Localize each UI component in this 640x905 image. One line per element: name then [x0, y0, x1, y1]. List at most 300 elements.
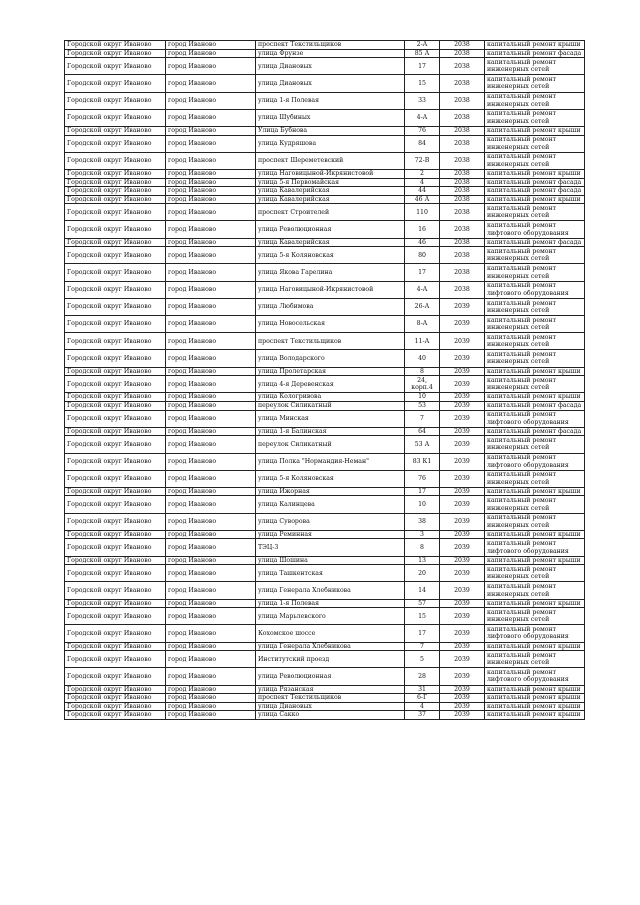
work-type-cell: капитальный ремонт крыши: [485, 126, 585, 135]
okrug-cell: Городской округ Иваново: [65, 539, 166, 556]
table-row: [65, 238, 585, 247]
table-row: [65, 109, 585, 126]
year-cell: 2039: [440, 453, 485, 470]
city-cell: город Иваново: [166, 436, 256, 453]
work-type-cell: капитальный ремонт инженерных сетей: [485, 565, 585, 582]
street-cell: улица Ижорная: [256, 487, 405, 496]
city-cell: город Иваново: [166, 376, 256, 393]
city-cell: город Иваново: [166, 75, 256, 92]
okrug-cell: Городской округ Иваново: [65, 401, 166, 410]
city-cell: город Иваново: [166, 487, 256, 496]
work-type-cell: капитальный ремонт инженерных сетей: [485, 316, 585, 333]
house-number-cell: 7: [405, 642, 440, 651]
city-cell: город Иваново: [166, 496, 256, 513]
work-type-cell: капитальный ремонт фасада: [485, 49, 585, 58]
year-cell: 2039: [440, 496, 485, 513]
okrug-cell: Городской округ Иваново: [65, 238, 166, 247]
city-cell: город Иваново: [166, 264, 256, 281]
city-cell: город Иваново: [166, 135, 256, 152]
work-type-cell: капитальный ремонт крыши: [485, 711, 585, 720]
table-row: [65, 608, 585, 625]
house-number-cell: 17: [405, 487, 440, 496]
year-cell: 2039: [440, 608, 485, 625]
street-cell: улица Якова Гарелина: [256, 264, 405, 281]
work-type-cell: капитальный ремонт крыши: [485, 530, 585, 539]
year-cell: 2039: [440, 565, 485, 582]
work-type-cell: капитальный ремонт инженерных сетей: [485, 376, 585, 393]
street-cell: улица 1-я Полевая: [256, 599, 405, 608]
okrug-cell: Городской округ Иваново: [65, 92, 166, 109]
work-type-cell: капитальный ремонт лифтового оборудования: [485, 221, 585, 238]
work-type-cell: капитальный ремонт крыши: [485, 367, 585, 376]
house-number-cell: 76: [405, 126, 440, 135]
okrug-cell: Городской округ Иваново: [65, 41, 166, 50]
year-cell: 2039: [440, 599, 485, 608]
table-row: [65, 453, 585, 470]
okrug-cell: Городской округ Иваново: [65, 651, 166, 668]
city-cell: город Иваново: [166, 333, 256, 350]
city-cell: город Иваново: [166, 281, 256, 298]
table-row: [65, 401, 585, 410]
okrug-cell: Городской округ Иваново: [65, 178, 166, 187]
okrug-cell: Городской округ Иваново: [65, 204, 166, 221]
work-type-cell: капитальный ремонт крыши: [485, 41, 585, 50]
street-cell: улица Кавалерийская: [256, 187, 405, 196]
table-row: [65, 470, 585, 487]
okrug-cell: Городской округ Иваново: [65, 75, 166, 92]
table-row: [65, 651, 585, 668]
okrug-cell: Городской округ Иваново: [65, 427, 166, 436]
house-number-cell: 14: [405, 582, 440, 599]
street-cell: проспект Строителей: [256, 204, 405, 221]
year-cell: 2038: [440, 221, 485, 238]
okrug-cell: Городской округ Иваново: [65, 453, 166, 470]
table-row: [65, 496, 585, 513]
work-type-cell: капитальный ремонт крыши: [485, 169, 585, 178]
table-row: [65, 316, 585, 333]
table-row: [65, 221, 585, 238]
table-row: [65, 711, 585, 720]
work-type-cell: капитальный ремонт крыши: [485, 702, 585, 711]
work-type-cell: капитальный ремонт фасада: [485, 238, 585, 247]
house-number-cell: 3: [405, 530, 440, 539]
city-cell: город Иваново: [166, 702, 256, 711]
work-type-cell: капитальный ремонт крыши: [485, 642, 585, 651]
house-number-cell: 20: [405, 565, 440, 582]
table-row: [65, 333, 585, 350]
year-cell: 2039: [440, 702, 485, 711]
table-row: [65, 530, 585, 539]
year-cell: 2038: [440, 49, 485, 58]
okrug-cell: Городской округ Иваново: [65, 582, 166, 599]
city-cell: город Иваново: [166, 427, 256, 436]
street-cell: улица Минская: [256, 410, 405, 427]
okrug-cell: Городской округ Иваново: [65, 513, 166, 530]
okrug-cell: Городской округ Иваново: [65, 702, 166, 711]
table-row: [65, 298, 585, 315]
city-cell: город Иваново: [166, 651, 256, 668]
work-type-cell: капитальный ремонт инженерных сетей: [485, 470, 585, 487]
city-cell: город Иваново: [166, 92, 256, 109]
street-cell: улица Кавалерийская: [256, 238, 405, 247]
work-type-cell: капитальный ремонт лифтового оборудования: [485, 453, 585, 470]
okrug-cell: Городской округ Иваново: [65, 565, 166, 582]
year-cell: 2039: [440, 376, 485, 393]
house-number-cell: 15: [405, 75, 440, 92]
city-cell: город Иваново: [166, 169, 256, 178]
street-cell: улица Генерала Хлебникова: [256, 582, 405, 599]
work-type-cell: капитальный ремонт лифтового оборудования: [485, 281, 585, 298]
table-row: [65, 702, 585, 711]
table-row: [65, 410, 585, 427]
year-cell: 2039: [440, 436, 485, 453]
house-number-cell: 2: [405, 169, 440, 178]
house-number-cell: 8: [405, 367, 440, 376]
year-cell: 2038: [440, 204, 485, 221]
year-cell: 2039: [440, 487, 485, 496]
year-cell: 2039: [440, 470, 485, 487]
year-cell: 2038: [440, 264, 485, 281]
city-cell: город Иваново: [166, 187, 256, 196]
okrug-cell: Городской округ Иваново: [65, 350, 166, 367]
okrug-cell: Городской округ Иваново: [65, 410, 166, 427]
city-cell: город Иваново: [166, 668, 256, 685]
table-row: [65, 169, 585, 178]
year-cell: 2038: [440, 238, 485, 247]
city-cell: город Иваново: [166, 195, 256, 204]
work-type-cell: капитальный ремонт крыши: [485, 393, 585, 402]
year-cell: 2039: [440, 539, 485, 556]
table-row: [65, 393, 585, 402]
house-number-cell: 5: [405, 651, 440, 668]
okrug-cell: Городской округ Иваново: [65, 281, 166, 298]
work-type-cell: капитальный ремонт инженерных сетей: [485, 333, 585, 350]
table-row: [65, 247, 585, 264]
work-type-cell: капитальный ремонт инженерных сетей: [485, 496, 585, 513]
street-cell: улица Фрунзе: [256, 49, 405, 58]
work-type-cell: капитальный ремонт крыши: [485, 599, 585, 608]
house-number-cell: 44: [405, 187, 440, 196]
street-cell: улица Наговицыной-Икрянистовой: [256, 281, 405, 298]
table-body: [65, 41, 585, 720]
okrug-cell: Городской округ Иваново: [65, 49, 166, 58]
house-number-cell: 38: [405, 513, 440, 530]
city-cell: город Иваново: [166, 608, 256, 625]
year-cell: 2038: [440, 75, 485, 92]
city-cell: город Иваново: [166, 694, 256, 703]
year-cell: 2039: [440, 410, 485, 427]
city-cell: город Иваново: [166, 556, 256, 565]
house-number-cell: 31: [405, 685, 440, 694]
year-cell: 2039: [440, 513, 485, 530]
year-cell: 2039: [440, 367, 485, 376]
street-cell: улица Ташкентская: [256, 565, 405, 582]
street-cell: Кохомское шоссе: [256, 625, 405, 642]
work-type-cell: капитальный ремонт инженерных сетей: [485, 608, 585, 625]
street-cell: улица Диановых: [256, 58, 405, 75]
year-cell: 2038: [440, 126, 485, 135]
house-number-cell: 11-А: [405, 333, 440, 350]
street-cell: проспект Текстильщиков: [256, 694, 405, 703]
okrug-cell: Городской округ Иваново: [65, 608, 166, 625]
table-row: [65, 135, 585, 152]
table-row: [65, 204, 585, 221]
table-row: [65, 350, 585, 367]
street-cell: ТЭЦ-3: [256, 539, 405, 556]
table-row: [65, 92, 585, 109]
table-row: [65, 487, 585, 496]
work-type-cell: капитальный ремонт инженерных сетей: [485, 58, 585, 75]
year-cell: 2039: [440, 694, 485, 703]
table-row: [65, 281, 585, 298]
city-cell: город Иваново: [166, 642, 256, 651]
work-type-cell: капитальный ремонт инженерных сетей: [485, 92, 585, 109]
house-number-cell: 17: [405, 625, 440, 642]
table-row: [65, 126, 585, 135]
year-cell: 2039: [440, 350, 485, 367]
okrug-cell: Городской округ Иваново: [65, 135, 166, 152]
year-cell: 2038: [440, 41, 485, 50]
street-cell: улица Володарского: [256, 350, 405, 367]
city-cell: город Иваново: [166, 126, 256, 135]
city-cell: город Иваново: [166, 238, 256, 247]
year-cell: 2038: [440, 195, 485, 204]
street-cell: Улица Бубнова: [256, 126, 405, 135]
city-cell: город Иваново: [166, 513, 256, 530]
city-cell: город Иваново: [166, 350, 256, 367]
street-cell: улица Рязанская: [256, 685, 405, 694]
city-cell: город Иваново: [166, 711, 256, 720]
city-cell: город Иваново: [166, 539, 256, 556]
city-cell: город Иваново: [166, 393, 256, 402]
year-cell: 2039: [440, 316, 485, 333]
house-number-cell: 17: [405, 264, 440, 281]
house-number-cell: 17: [405, 58, 440, 75]
year-cell: 2039: [440, 582, 485, 599]
okrug-cell: Городской округ Иваново: [65, 247, 166, 264]
work-type-cell: капитальный ремонт инженерных сетей: [485, 651, 585, 668]
table-row: [65, 599, 585, 608]
year-cell: 2039: [440, 668, 485, 685]
house-number-cell: 10: [405, 393, 440, 402]
year-cell: 2039: [440, 685, 485, 694]
city-cell: город Иваново: [166, 298, 256, 315]
house-number-cell: 8: [405, 539, 440, 556]
work-type-cell: капитальный ремонт инженерных сетей: [485, 135, 585, 152]
work-type-cell: капитальный ремонт инженерных сетей: [485, 247, 585, 264]
work-type-cell: капитальный ремонт инженерных сетей: [485, 582, 585, 599]
year-cell: 2039: [440, 625, 485, 642]
work-type-cell: капитальный ремонт фасада: [485, 427, 585, 436]
street-cell: улица Реминная: [256, 530, 405, 539]
house-number-cell: 4: [405, 702, 440, 711]
city-cell: город Иваново: [166, 685, 256, 694]
street-cell: улица Генерала Хлебникова: [256, 642, 405, 651]
work-type-cell: капитальный ремонт фасада: [485, 178, 585, 187]
house-number-cell: 28: [405, 668, 440, 685]
house-number-cell: 53 А: [405, 436, 440, 453]
okrug-cell: Городской округ Иваново: [65, 530, 166, 539]
street-cell: улица Революционная: [256, 668, 405, 685]
city-cell: город Иваново: [166, 58, 256, 75]
year-cell: 2038: [440, 109, 485, 126]
city-cell: город Иваново: [166, 152, 256, 169]
table-row: [65, 367, 585, 376]
city-cell: город Иваново: [166, 49, 256, 58]
year-cell: 2039: [440, 401, 485, 410]
street-cell: улица Шошина: [256, 556, 405, 565]
house-number-cell: 16: [405, 221, 440, 238]
year-cell: 2038: [440, 58, 485, 75]
street-cell: улица Новосельская: [256, 316, 405, 333]
street-cell: улица Суворова: [256, 513, 405, 530]
house-number-cell: 13: [405, 556, 440, 565]
work-type-cell: капитальный ремонт крыши: [485, 685, 585, 694]
house-number-cell: 76: [405, 470, 440, 487]
year-cell: 2039: [440, 393, 485, 402]
street-cell: улица 1-я Балинская: [256, 427, 405, 436]
street-cell: улица Любимова: [256, 298, 405, 315]
table-row: [65, 625, 585, 642]
year-cell: 2039: [440, 651, 485, 668]
street-cell: улица Шубиных: [256, 109, 405, 126]
work-type-cell: капитальный ремонт лифтового оборудования: [485, 668, 585, 685]
house-number-cell: 33: [405, 92, 440, 109]
okrug-cell: Городской округ Иваново: [65, 436, 166, 453]
city-cell: город Иваново: [166, 565, 256, 582]
year-cell: 2038: [440, 178, 485, 187]
year-cell: 2039: [440, 530, 485, 539]
house-number-cell: 53: [405, 401, 440, 410]
city-cell: город Иваново: [166, 367, 256, 376]
street-cell: переулок Силикатный: [256, 401, 405, 410]
city-cell: город Иваново: [166, 582, 256, 599]
okrug-cell: Городской округ Иваново: [65, 711, 166, 720]
street-cell: улица 5-я Коляновская: [256, 247, 405, 264]
house-number-cell: 110: [405, 204, 440, 221]
house-number-cell: 24, корп.4: [405, 376, 440, 393]
okrug-cell: Городской округ Иваново: [65, 625, 166, 642]
year-cell: 2038: [440, 187, 485, 196]
table-row: [65, 513, 585, 530]
work-type-cell: капитальный ремонт лифтового оборудования: [485, 539, 585, 556]
table-row: [65, 694, 585, 703]
year-cell: 2039: [440, 298, 485, 315]
city-cell: город Иваново: [166, 316, 256, 333]
okrug-cell: Городской округ Иваново: [65, 496, 166, 513]
house-number-cell: 64: [405, 427, 440, 436]
table-row: [65, 187, 585, 196]
work-type-cell: капитальный ремонт инженерных сетей: [485, 436, 585, 453]
table-row: [65, 195, 585, 204]
okrug-cell: Городской округ Иваново: [65, 126, 166, 135]
city-cell: город Иваново: [166, 178, 256, 187]
okrug-cell: Городской округ Иваново: [65, 221, 166, 238]
city-cell: город Иваново: [166, 599, 256, 608]
house-number-cell: 46 А: [405, 195, 440, 204]
table-row: [65, 376, 585, 393]
year-cell: 2039: [440, 333, 485, 350]
house-number-cell: 7: [405, 410, 440, 427]
house-number-cell: 80: [405, 247, 440, 264]
year-cell: 2038: [440, 247, 485, 264]
year-cell: 2039: [440, 642, 485, 651]
street-cell: улица 5-я Первомайская: [256, 178, 405, 187]
okrug-cell: Городской округ Иваново: [65, 556, 166, 565]
house-number-cell: 37: [405, 711, 440, 720]
table-row: [65, 436, 585, 453]
street-cell: улица 5-я Коляновская: [256, 470, 405, 487]
document-page: [64, 40, 584, 720]
work-type-cell: капитальный ремонт инженерных сетей: [485, 298, 585, 315]
street-cell: улица Диановых: [256, 702, 405, 711]
work-type-cell: капитальный ремонт инженерных сетей: [485, 204, 585, 221]
city-cell: город Иваново: [166, 453, 256, 470]
street-cell: проспект Текстильщиков: [256, 41, 405, 50]
street-cell: улица 1-я Полевая: [256, 92, 405, 109]
work-type-cell: капитальный ремонт инженерных сетей: [485, 513, 585, 530]
street-cell: улица Наговицыной-Икрянистовой: [256, 169, 405, 178]
year-cell: 2038: [440, 92, 485, 109]
year-cell: 2038: [440, 152, 485, 169]
table-row: [65, 556, 585, 565]
house-number-cell: 10: [405, 496, 440, 513]
okrug-cell: Городской округ Иваново: [65, 487, 166, 496]
house-number-cell: 6-Г: [405, 694, 440, 703]
okrug-cell: Городской округ Иваново: [65, 642, 166, 651]
house-number-cell: 4-А: [405, 281, 440, 298]
house-number-cell: 72-В: [405, 152, 440, 169]
table-row: [65, 49, 585, 58]
street-cell: улица Революционная: [256, 221, 405, 238]
okrug-cell: Городской округ Иваново: [65, 109, 166, 126]
house-number-cell: 4: [405, 178, 440, 187]
table-row: [65, 427, 585, 436]
okrug-cell: Городской округ Иваново: [65, 685, 166, 694]
work-type-cell: капитальный ремонт фасада: [485, 401, 585, 410]
okrug-cell: Городской округ Иваново: [65, 195, 166, 204]
table-row: [65, 152, 585, 169]
work-type-cell: капитальный ремонт инженерных сетей: [485, 75, 585, 92]
okrug-cell: Городской округ Иваново: [65, 169, 166, 178]
city-cell: город Иваново: [166, 530, 256, 539]
city-cell: город Иваново: [166, 625, 256, 642]
street-cell: улица Кологривова: [256, 393, 405, 402]
table-row: [65, 565, 585, 582]
okrug-cell: Городской округ Иваново: [65, 367, 166, 376]
city-cell: город Иваново: [166, 204, 256, 221]
okrug-cell: Городской округ Иваново: [65, 187, 166, 196]
city-cell: город Иваново: [166, 109, 256, 126]
work-type-cell: капитальный ремонт лифтового оборудования: [485, 625, 585, 642]
work-type-cell: капитальный ремонт крыши: [485, 487, 585, 496]
work-type-cell: капитальный ремонт крыши: [485, 556, 585, 565]
year-cell: 2038: [440, 135, 485, 152]
city-cell: город Иваново: [166, 470, 256, 487]
house-number-cell: 84: [405, 135, 440, 152]
okrug-cell: Городской округ Иваново: [65, 333, 166, 350]
okrug-cell: Городской округ Иваново: [65, 376, 166, 393]
table-row: [65, 642, 585, 651]
okrug-cell: Городской округ Иваново: [65, 264, 166, 281]
street-cell: проспект Шереметевский: [256, 152, 405, 169]
okrug-cell: Городской округ Иваново: [65, 316, 166, 333]
city-cell: город Иваново: [166, 410, 256, 427]
year-cell: 2038: [440, 281, 485, 298]
house-number-cell: 8-А: [405, 316, 440, 333]
table-row: [65, 685, 585, 694]
street-cell: проспект Текстильщиков: [256, 333, 405, 350]
